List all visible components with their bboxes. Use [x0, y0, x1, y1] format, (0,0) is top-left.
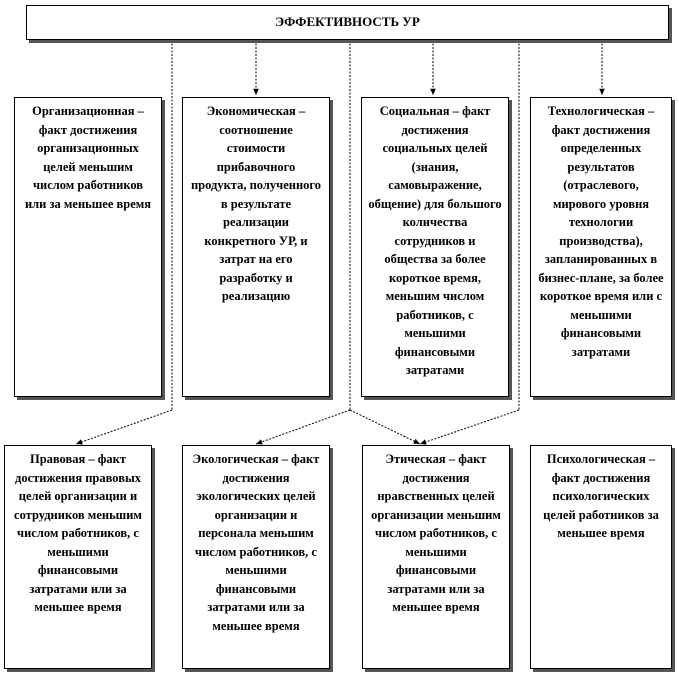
box-ethical-text: Этическая – факт достижения нравственных целей организации меньшим числом работников, с меньшими финансовыми затратами или за меньшее время [371, 452, 501, 614]
box-ecological-text: Экологическая – факт достижения экологических целей организации и персонала меньшим числом работников, с меньшими финансовыми затратами или за меньшее время [192, 452, 320, 633]
box-legal-text: Правовая – факт достижения правовых целей организации и сотрудников меньшим числом работников, с меньшими финансовыми затратами или за меньшее время [14, 452, 142, 614]
box-psychological-text: Психологическая – факт достижения психологических целей работников за меньшее время [543, 452, 659, 540]
title-box [26, 5, 669, 40]
box-organizational [14, 97, 162, 397]
box-technological-text: Технологическая – факт достижения определенных результатов (отраслевого, мирового уровня технологии производства), запланированных в бизнес-плане, за более короткое время или с меньшими финансовыми затратами [538, 104, 664, 359]
box-legal [4, 445, 152, 669]
box-technological [530, 97, 672, 397]
box-ecological [182, 445, 330, 669]
box-organizational-text: Организационная – факт достижения организационных целей меньшим числом работников или за меньшее время [24, 104, 152, 211]
arrow-to-ethical-a [350, 410, 420, 444]
box-ethical [362, 445, 510, 669]
box-social-text: Социальная – факт достижения социальных целей (знания, самовыражение, общение) для большого количества сотрудников и общества за более короткое время, меньшим числом работников, с меньшими финансовыми затратами [368, 104, 502, 377]
arrow-to-ecological [256, 410, 350, 444]
diagram-title: ЭФФЕКТИВНОСТЬ УР [275, 14, 420, 29]
arrow-to-ethical-b [420, 410, 519, 444]
box-social [361, 97, 509, 397]
box-psychological [530, 445, 672, 669]
arrow-to-legal [76, 410, 172, 444]
box-economic [182, 97, 330, 397]
box-economic-text: Экономическая – соотношение стоимости прибавочного продукта, полученного в результате реализации конкретного УР, и затрат на его разработку и реализацию [190, 104, 322, 303]
